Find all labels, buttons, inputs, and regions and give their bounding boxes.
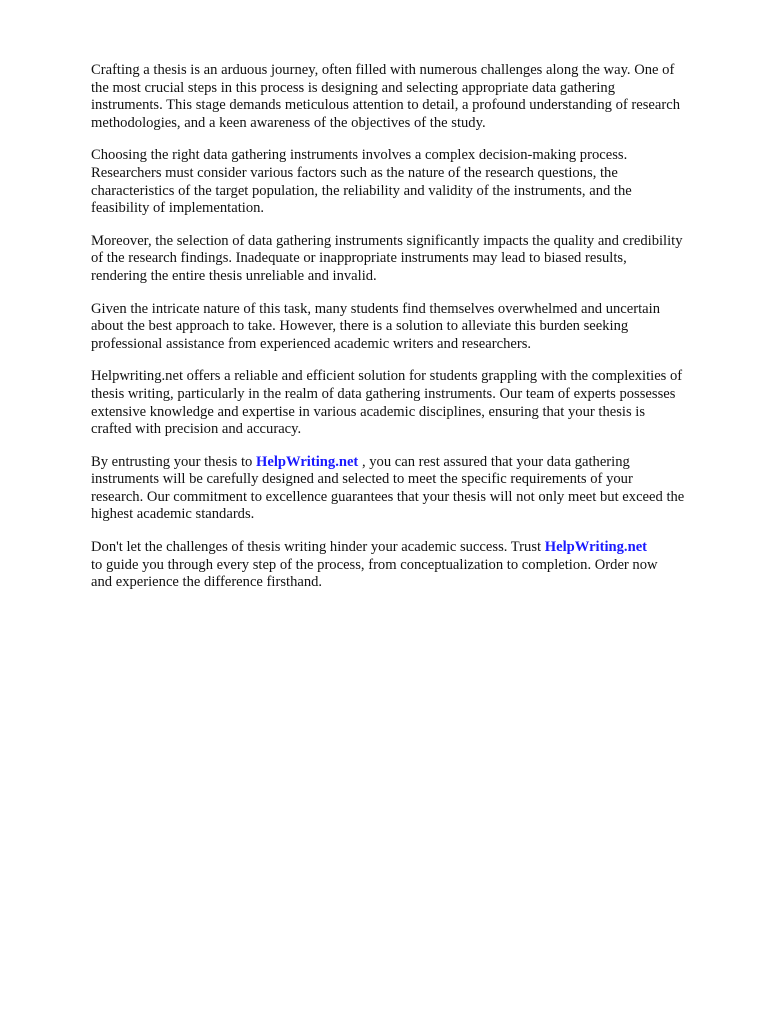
closing-text-before: Don't let the challenges of thesis writing hinder your academic success. Trust (91, 539, 545, 556)
paragraph-choosing-instruments: Choosing the right data gathering instruments involves a complex decision-making process. Researchers must consider various factors such as the nature of the research questions, the characteristics of the target population, the reliability and validity of the instruments, and the feasibility of implementation. (91, 147, 632, 217)
entrusting-text-after: , you can rest assured that your data gathering instruments will be carefully designed and selected to meet the specific requirements of your research. Our commitment to excellence guarantees that your thesis will not only meet but exceed the highest academic standards. (91, 453, 685, 523)
paragraph-selection-impact: Moreover, the selection of data gathering instruments significantly impacts the quality and credibility of the research findings. Inadequate or inappropriate instruments may lead to biased results, rendering the entire thesis unreliable and invalid. (91, 232, 683, 284)
helpwriting-link-closing[interactable]: HelpWriting.net (544, 539, 648, 556)
entrusting-text-before: By entrusting your thesis to (91, 453, 256, 470)
paragraph-entrusting-thesis (91, 454, 723, 524)
document-body (91, 62, 723, 607)
helpwriting-link[interactable]: HelpWriting.net (256, 453, 359, 470)
paragraph-intro: Crafting a thesis is an arduous journey, often filled with numerous challenges along the way. One of the most crucial steps in this process is designing and selecting appropriate data gathering instruments. This stage demands meticulous attention to detail, a profound understanding of research methodologies, and a keen awareness of the objectives of the study. (91, 62, 681, 131)
paragraph-seeking-assistance: Given the intricate nature of this task, many students find themselves overwhelmed and uncertain about the best approach to take. However, there is a solution to alleviate this burden seeking professional assistance from experienced academic writers and researchers. (91, 300, 660, 352)
paragraph-closing (91, 539, 723, 592)
paragraph-helpwriting-offer: Helpwriting.net offers a reliable and efficient solution for students grappling with the complexities of thesis writing, particularly in the realm of data gathering instruments. Our team of experts possesses extensive knowledge and expertise in various academic disciplines, ensuring that your thesis is crafted with precision and accuracy. (91, 368, 683, 438)
closing-text-after: to guide you through every step of the process, from conceptualization to completion. Order now and experience the difference firsthand. (91, 556, 658, 591)
